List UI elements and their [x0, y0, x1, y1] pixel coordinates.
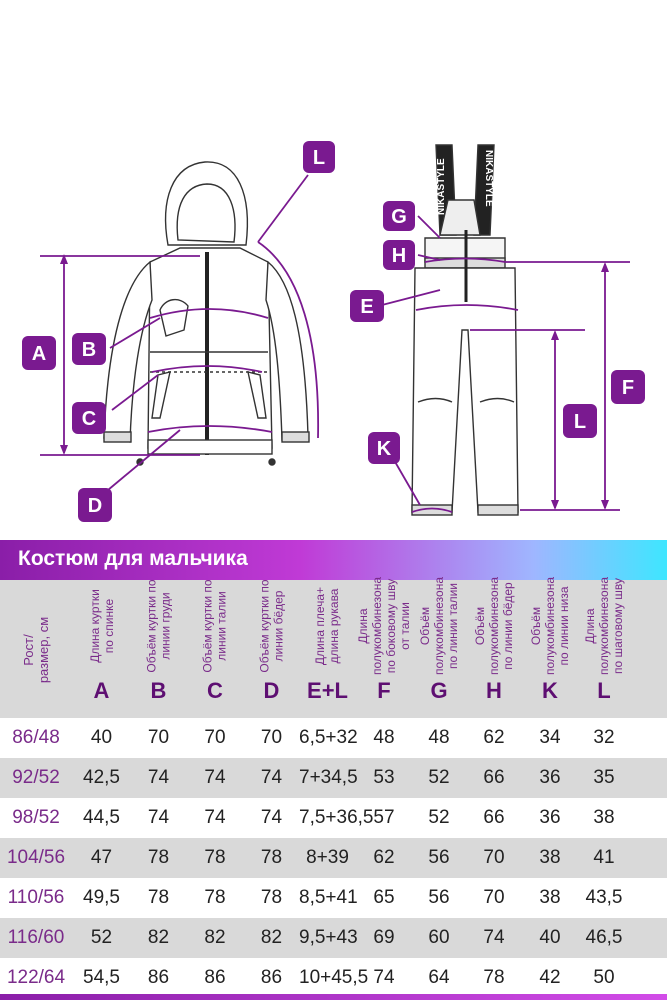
value-cell: 70 — [260, 727, 283, 748]
value-cell: 65 — [373, 887, 395, 908]
badge-h — [383, 240, 415, 270]
value-cell: 36 — [539, 807, 561, 828]
value-cell: 50 — [593, 967, 615, 988]
header-description: Объём куртки по линии талии — [201, 579, 229, 673]
value-cell: 9,5+43 — [299, 927, 358, 948]
svg-text:C: C — [81, 408, 97, 430]
size-cell: 110/56 — [7, 887, 65, 908]
value-cell: 57 — [373, 807, 395, 828]
header-description: Объём полукомбинезона по линии низа — [529, 576, 572, 676]
table-row — [0, 958, 667, 998]
value-cell: 60 — [428, 927, 450, 948]
value-cell: 56 — [428, 847, 450, 868]
value-cell: 74 — [147, 807, 170, 828]
bottom-bar — [0, 994, 667, 1000]
badge-a — [22, 336, 56, 370]
header-col-c — [182, 580, 248, 718]
header-letter: E+L — [307, 678, 348, 703]
size-cell: 116/60 — [7, 927, 65, 948]
header-letter: H — [486, 678, 502, 703]
jacket-drawing — [104, 162, 309, 465]
badge-f — [611, 370, 645, 404]
svg-text:D: D — [87, 495, 103, 517]
value-cell: 66 — [483, 767, 505, 788]
header-col-h — [462, 576, 526, 718]
header-letter: L — [597, 678, 611, 703]
value-cell: 41 — [593, 847, 615, 868]
value-cell: 52 — [428, 767, 450, 788]
value-cell: 43,5 — [585, 887, 623, 908]
header-letter: G — [430, 678, 448, 703]
badge-e — [350, 290, 384, 322]
header-col-a — [68, 580, 135, 718]
badge-k — [368, 432, 400, 464]
value-cell: 49,5 — [83, 887, 120, 908]
value-cell: 82 — [260, 927, 283, 948]
value-cell: 10+45,5 — [299, 967, 369, 988]
value-cell: 38 — [539, 887, 561, 908]
value-cell: 74 — [373, 967, 395, 988]
value-cell: 56 — [428, 887, 450, 908]
value-cell: 52 — [90, 927, 113, 948]
value-cell: 8,5+41 — [299, 887, 358, 908]
value-cell: 74 — [204, 807, 226, 828]
size-cell: 104/56 — [6, 847, 66, 868]
value-cell: 78 — [260, 887, 283, 908]
value-cell: 40 — [90, 727, 113, 748]
header-description: Длина куртки по спинке — [87, 589, 116, 663]
header-letter: A — [93, 678, 110, 703]
badge-l-top — [303, 141, 335, 173]
header-col-g — [408, 576, 470, 718]
header-description: Объём полукомбинезона по линии талии — [418, 576, 461, 676]
value-cell: 78 — [260, 847, 283, 868]
value-cell: 78 — [204, 847, 226, 868]
header-col-e-plus-l — [295, 580, 360, 718]
svg-text:G: G — [391, 206, 407, 228]
value-cell: 82 — [204, 927, 226, 948]
table-row — [0, 798, 667, 838]
header-col-d — [240, 580, 303, 718]
header-letter: D — [263, 678, 280, 703]
header-letter: C — [207, 678, 223, 703]
svg-text:L: L — [312, 147, 326, 169]
value-cell: 34 — [539, 727, 561, 748]
svg-text:NIKASTYLE: NIKASTYLE — [436, 158, 447, 215]
svg-text:H: H — [391, 245, 407, 267]
svg-text:NIKASTYLE: NIKASTYLE — [483, 150, 494, 207]
value-cell: 40 — [539, 927, 561, 948]
value-cell: 70 — [483, 847, 505, 868]
value-cell: 74 — [147, 767, 170, 788]
size-cell: 92/52 — [12, 767, 60, 788]
value-cell: 48 — [428, 727, 450, 748]
title-banner — [0, 540, 667, 580]
value-cell: 7,5+36,5 — [299, 807, 374, 828]
value-cell: 36 — [539, 767, 561, 788]
header-description: Длина полукомбинезона по шаговому шву — [583, 576, 626, 676]
size-table-body — [0, 718, 667, 998]
svg-text:F: F — [621, 377, 635, 399]
header-description: Объём полукомбинезона по линии бёдер — [473, 576, 516, 676]
table-row — [0, 758, 667, 798]
header-letter: B — [150, 678, 167, 703]
header-description: Объём куртки по линии бёдер — [257, 579, 286, 673]
svg-text:B: B — [81, 339, 97, 361]
table-row — [0, 878, 667, 918]
value-cell: 62 — [483, 727, 505, 748]
table-row — [0, 718, 667, 758]
value-cell: 69 — [373, 927, 395, 948]
overalls-arrowheads — [551, 262, 609, 510]
header-col-k — [518, 576, 582, 718]
value-cell: 78 — [147, 847, 170, 868]
header-letter: K — [542, 678, 558, 703]
header-description: Длина полукомбинезона по боковому шву от талии — [356, 576, 413, 676]
value-cell: 86 — [147, 967, 170, 988]
badge-l-right — [563, 404, 597, 438]
value-cell: 35 — [593, 767, 615, 788]
value-cell: 38 — [593, 807, 615, 828]
size-cell: 86/48 — [12, 727, 60, 748]
value-cell: 32 — [593, 727, 615, 748]
header-row-label — [0, 580, 72, 718]
header-col-f — [352, 576, 416, 718]
badge-g — [383, 201, 415, 231]
value-cell: 86 — [260, 967, 283, 988]
size-cell: 122/64 — [6, 967, 66, 988]
svg-text:L: L — [573, 411, 587, 433]
value-cell: 64 — [428, 967, 450, 988]
badge-c — [72, 402, 106, 434]
value-cell: 38 — [539, 847, 561, 868]
value-cell: 74 — [260, 807, 283, 828]
value-cell: 78 — [204, 887, 226, 908]
value-cell: 62 — [373, 847, 395, 868]
svg-text:A: A — [31, 343, 47, 365]
row-header-text: Рост/ размер, см — [21, 616, 51, 684]
value-cell: 78 — [483, 967, 505, 988]
value-cell: 74 — [260, 767, 283, 788]
value-cell: 70 — [204, 727, 226, 748]
header-col-l — [574, 576, 634, 718]
value-cell: 42 — [539, 967, 561, 988]
table-row — [0, 838, 667, 878]
value-cell: 54,5 — [83, 967, 120, 988]
header-letter: F — [377, 678, 391, 703]
header-description: Длина плеча+ длина рукава — [313, 586, 342, 666]
value-cell: 70 — [147, 727, 170, 748]
value-cell: 47 — [90, 847, 113, 868]
header-description: Объём куртки по линии груди — [144, 579, 173, 673]
value-cell: 44,5 — [83, 807, 120, 828]
value-cell: 78 — [147, 887, 170, 908]
header-col-b — [127, 580, 190, 718]
value-cell: 52 — [428, 807, 450, 828]
value-cell: 53 — [373, 767, 395, 788]
table-row — [0, 918, 667, 958]
svg-text:E: E — [360, 296, 374, 318]
badge-b — [72, 333, 106, 365]
value-cell: 6,5+32 — [299, 727, 358, 748]
value-cell: 7+34,5 — [299, 767, 358, 788]
table-title: Костюм для мальчика — [18, 547, 248, 570]
value-cell: 86 — [204, 967, 226, 988]
size-cell: 98/52 — [12, 807, 60, 828]
value-cell: 48 — [373, 727, 395, 748]
value-cell: 66 — [483, 807, 505, 828]
value-cell: 46,5 — [585, 927, 623, 948]
value-cell: 74 — [204, 767, 226, 788]
value-cell: 70 — [483, 887, 505, 908]
size-table-header — [0, 576, 667, 718]
value-cell: 82 — [147, 927, 170, 948]
value-cell: 74 — [483, 927, 505, 948]
value-cell: 8+39 — [306, 847, 349, 868]
value-cell: 42,5 — [83, 767, 120, 788]
badge-d — [78, 488, 112, 522]
svg-text:K: K — [376, 438, 392, 460]
